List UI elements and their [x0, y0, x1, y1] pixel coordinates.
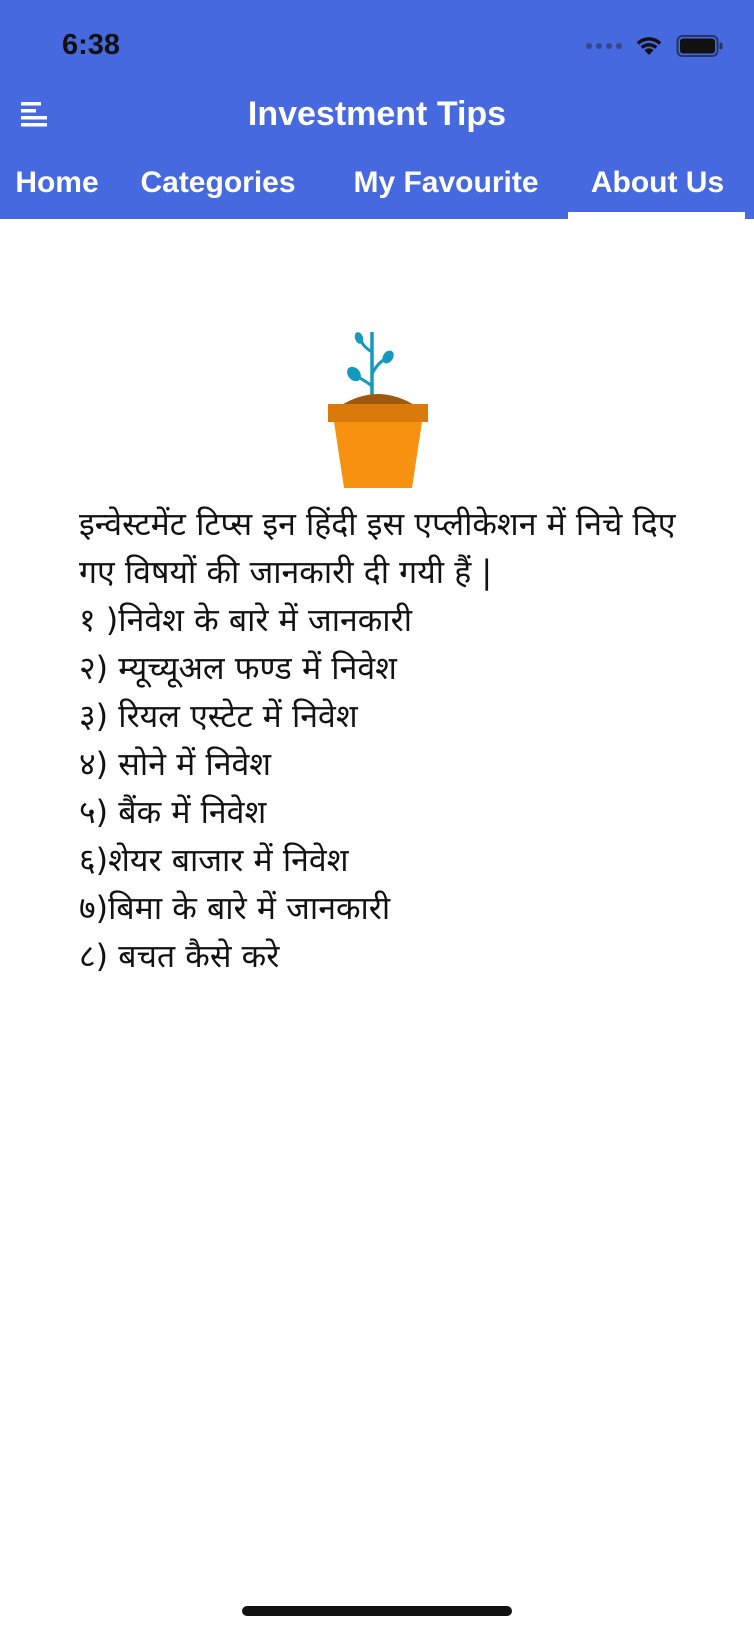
- topic-item: ४) सोने में निवेश: [79, 745, 272, 783]
- topic-item: ३) रियल एस्टेट में निवेश: [79, 697, 358, 735]
- tab-home[interactable]: Home: [15, 166, 99, 199]
- topic-item: ५) बैंक में निवेश: [79, 793, 267, 831]
- topic-item: ६)शेयर बाजार में निवेश: [79, 841, 349, 879]
- battery-icon: [676, 34, 724, 58]
- status-time: 6:38: [62, 29, 121, 61]
- app-header: [0, 0, 754, 219]
- topic-item: १ )निवेश के बारे में जानकारी: [79, 601, 412, 639]
- selected-tab-indicator: [568, 212, 745, 219]
- plant-pot-icon: [322, 330, 434, 490]
- about-content: [79, 500, 679, 980]
- topic-item: ८) बचत कैसे करे: [79, 937, 280, 975]
- tab-about-us[interactable]: About Us: [590, 166, 725, 199]
- cellular-signal-icon: [586, 43, 622, 49]
- tab-categories[interactable]: Categories: [140, 166, 296, 199]
- topic-item: ७)बिमा के बारे में जानकारी: [79, 889, 391, 927]
- wifi-icon: [634, 34, 664, 58]
- topic-item: २) म्यूच्यूअल फण्ड में निवेश: [79, 649, 397, 687]
- about-intro: इन्वेस्टमेंट टिप्स इन हिंदी इस एप्लीकेशन में निचे दिए गए विषयों की जानकारी दी गयी हैं |: [79, 505, 676, 591]
- tab-my-favourite[interactable]: My Favourite: [353, 166, 539, 199]
- home-indicator[interactable]: [242, 1606, 512, 1616]
- app-title: Investment Tips: [247, 95, 507, 133]
- status-indicators: [586, 30, 724, 62]
